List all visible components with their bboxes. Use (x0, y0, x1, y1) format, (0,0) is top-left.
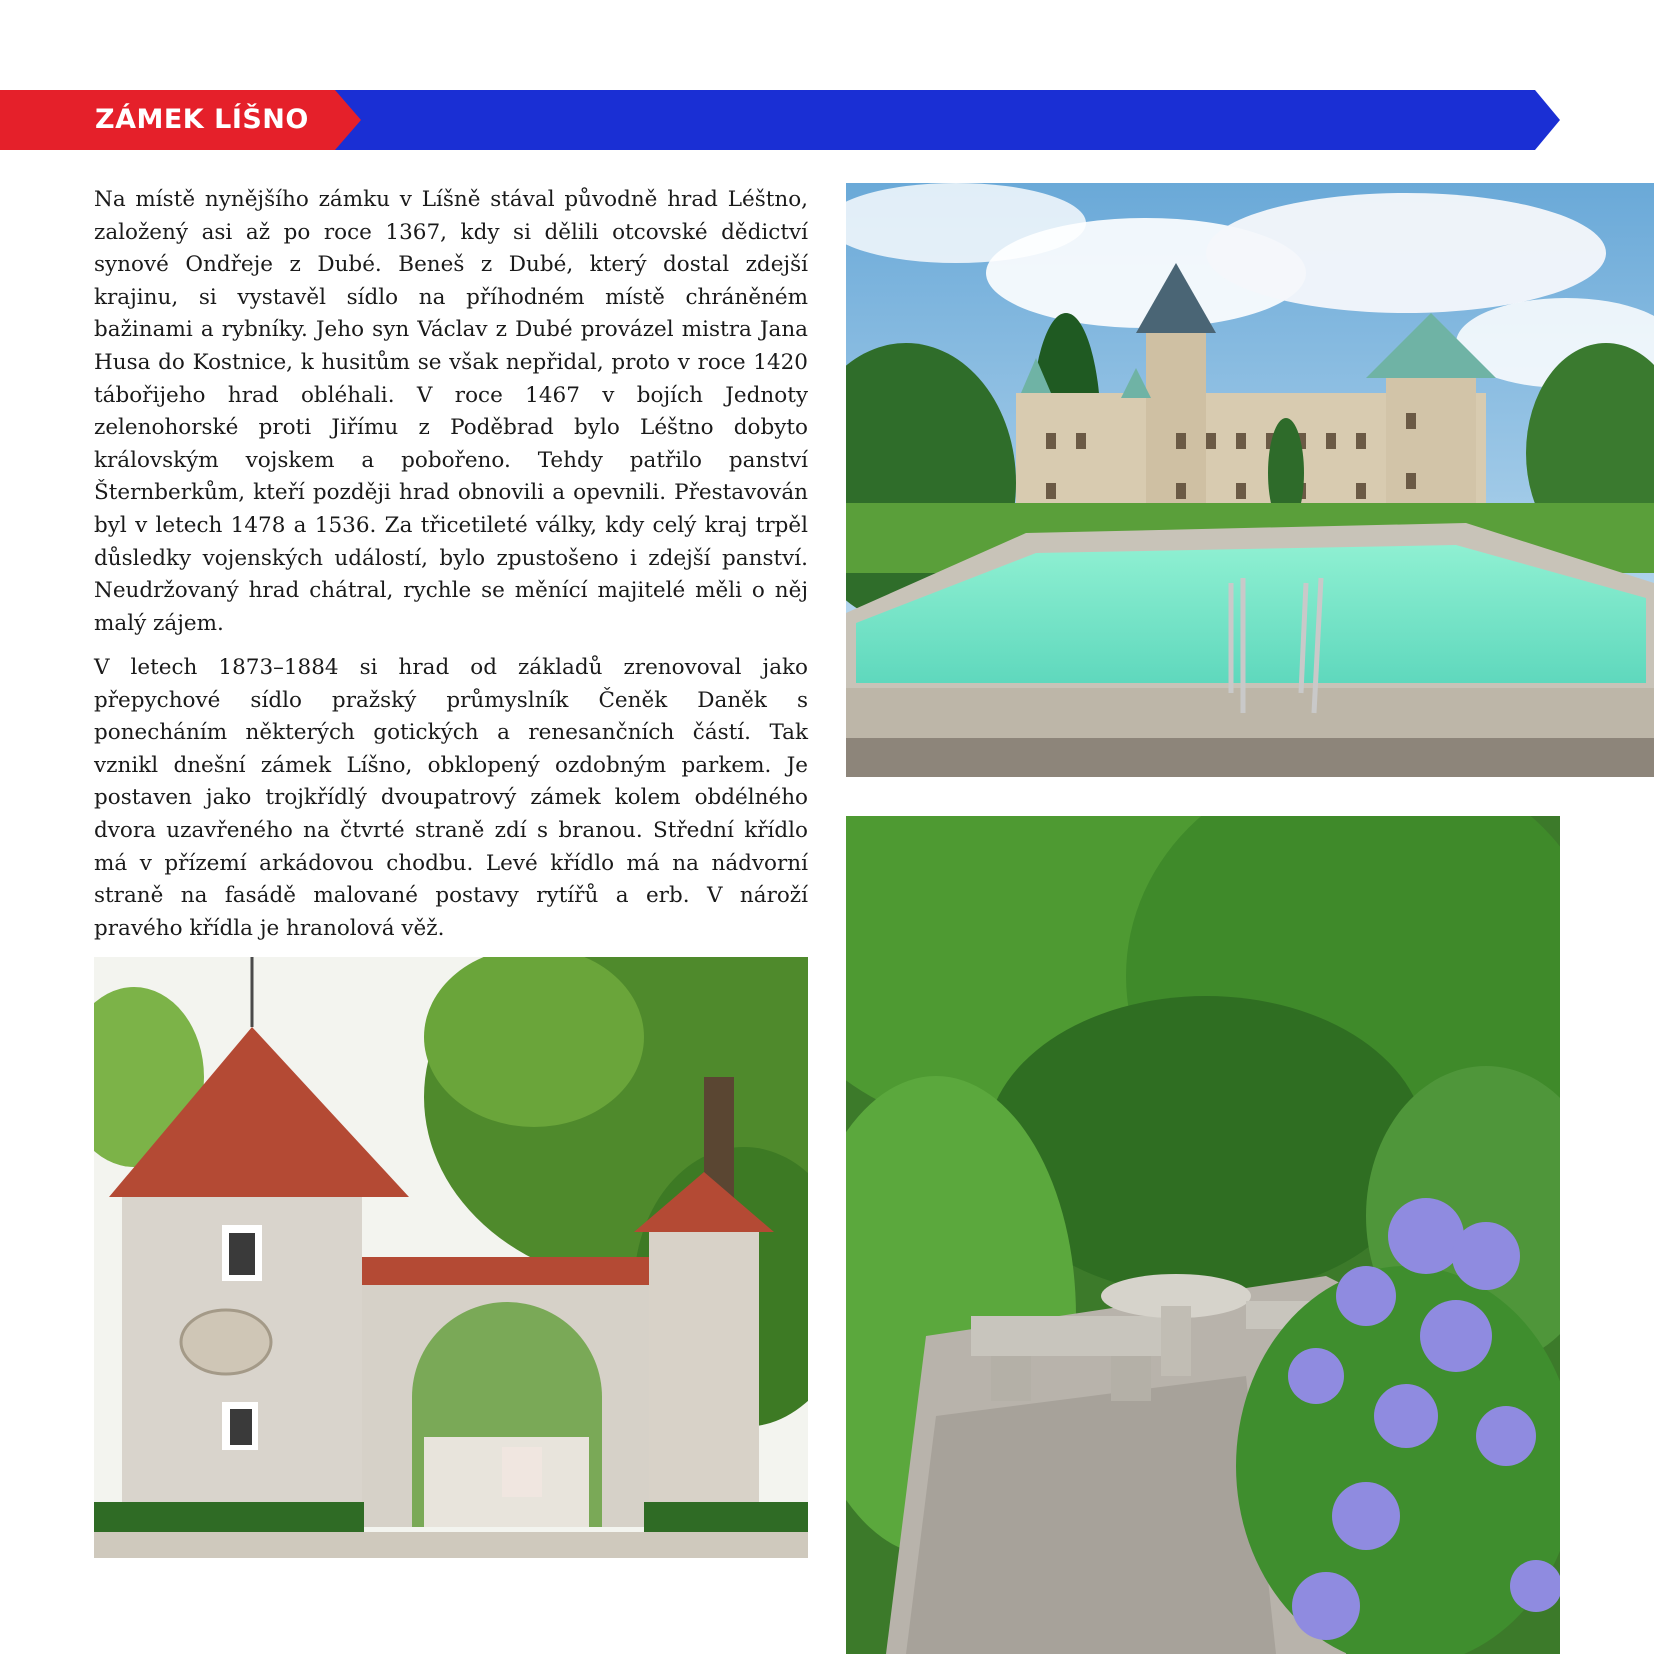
article-paragraph-1: Na místě nynějšího zámku v Líšně stával původně hrad Léštno, založený asi až po roce 1367, kdy si dělili otcovské dědictví synové Ondřeje z Dubé. Beneš z Dubé, který dostal zdejší krajinu, si vystavěl sídlo na příhodném místě chráněném bažinami a rybníky. Jeho syn Václav z Dubé provázel mistra Jana Husa do Kostnice, k husitům se však nepřidal, proto v roce 1420 tábořijeho hrad obléhali. V roce 1467 v bojích Jednoty zelenohorské proti Jiřímu z Poděbrad bylo Léštno dobyto královským vojskem a pobořeno. Tehdy patřilo panství Šternberkům, kteří později hrad obnovili a opevnili. Přestavován byl v letech 1478 a 1536. Za třicetileté války, kdy celý kraj trpěl důsledky vojenských událostí, bylo zpustošeno i zdejší panství. Neudržovaný hrad chátral, rychle se měnící majitelé měli o něj malý zájem. (94, 187, 808, 636)
photo-garden-seating (846, 816, 1560, 1654)
article-paragraph-2: V letech 1873–1884 si hrad od základů zrenovoval jako přepychové sídlo pražský průmyslník Čeněk Daněk s ponecháním některých gotických a renesančních částí. Tak vznikl dnešní zámek Líšno, obklopený ozdobným parkem. Je postaven jako trojkřídlý dvoupatrový zámek kolem obdélného dvora uzavřeného na čtvrté straně zdí s branou. Střední křídlo má v přízemí arkádovou chodbu. Levé křídlo má na nádvorní straně na fasádě malované postavy rytířů a erb. V nároží pravého křídla je hranolová věž. (94, 655, 808, 941)
banner-blue-bar (300, 90, 1560, 150)
page-title: ZÁMEK LÍŠNO (95, 104, 309, 135)
photo-gate-tower (94, 957, 808, 1558)
photo-castle-pool (846, 183, 1654, 777)
